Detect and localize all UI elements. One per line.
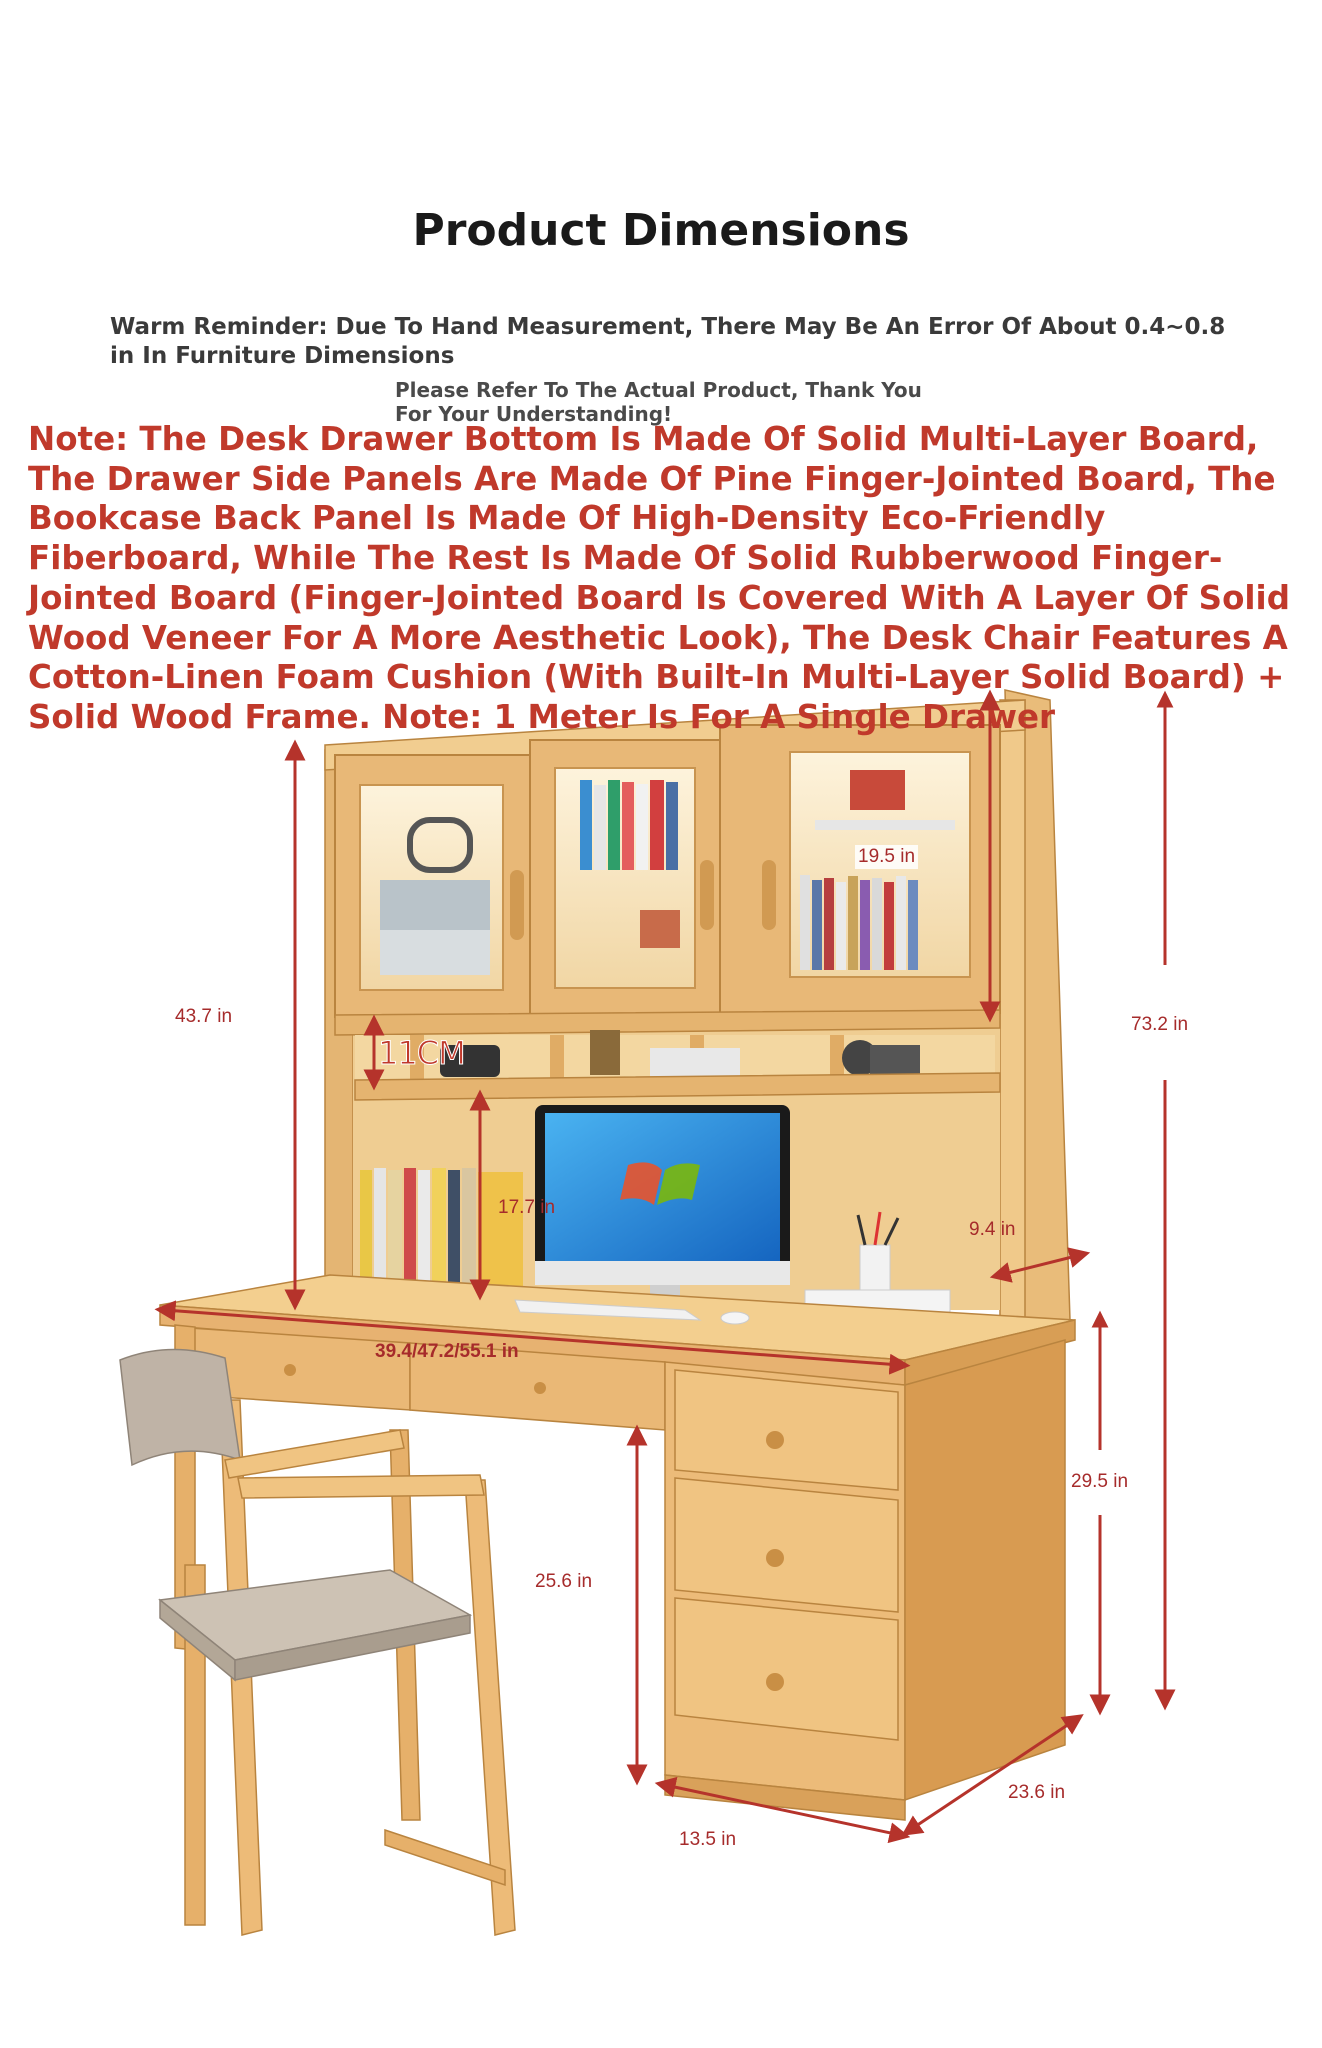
- label-desk-width: 39.4/47.2/55.1 in: [375, 1341, 519, 1362]
- desk: [160, 1275, 1075, 1820]
- label-cabinet-height: 19.5 in: [855, 845, 918, 869]
- label-open-shelf-height: 17.7 in: [498, 1197, 556, 1218]
- refer-line-2: For Your Understanding!: [395, 402, 673, 426]
- bookcase-hutch: [325, 690, 1070, 1330]
- glass-door-right: [720, 725, 1000, 1013]
- label-shelf-gap: 11CM: [378, 1034, 465, 1072]
- glass-door-left: [335, 755, 530, 1017]
- page-title: Product Dimensions: [412, 205, 910, 256]
- label-hutch-depth: 9.4 in: [969, 1219, 1016, 1240]
- label-hutch-height: 43.7 in: [172, 1005, 235, 1029]
- monitor: [535, 1105, 790, 1315]
- book-row: [360, 1168, 523, 1290]
- warm-reminder-text: Warm Reminder: Due To Hand Measurement, There May Be An Error Of About 0.4~0.8 in In Furniture Dimensions: [110, 314, 1226, 369]
- label-cabinet-width: 13.5 in: [679, 1829, 737, 1850]
- refer-line-1: Please Refer To The Actual Product, Thank You: [395, 378, 922, 402]
- label-knee-height: 25.6 in: [535, 1571, 593, 1592]
- glass-door-middle: [530, 740, 739, 1015]
- label-depth: 23.6 in: [1008, 1782, 1066, 1803]
- material-note: Note: The Desk Drawer Bottom Is Made Of Solid Multi-Layer Board, The Drawer Side Panels Are Made Of Pine Finger-Jointed Board, The Bookcase Back Panel Is Made Of High-Density Eco-Friendly Fiberboard, While The Rest Is Made Of Solid Rubberwood Finger-Jointed Board (Finger-Jointed Board Is Covered With A Layer Of Solid Wood Veneer For A More Aesthetic Look), The Desk Chair Features A Cotton-Linen Foam Cushion (With Built-In Multi-Layer Solid Board) + Solid Wood Frame. Note: 1 Meter Is For A Single Drawer: [28, 420, 1290, 736]
- label-desk-height: 29.5 in: [1068, 1470, 1131, 1494]
- label-total-height: 73.2 in: [1128, 1013, 1191, 1037]
